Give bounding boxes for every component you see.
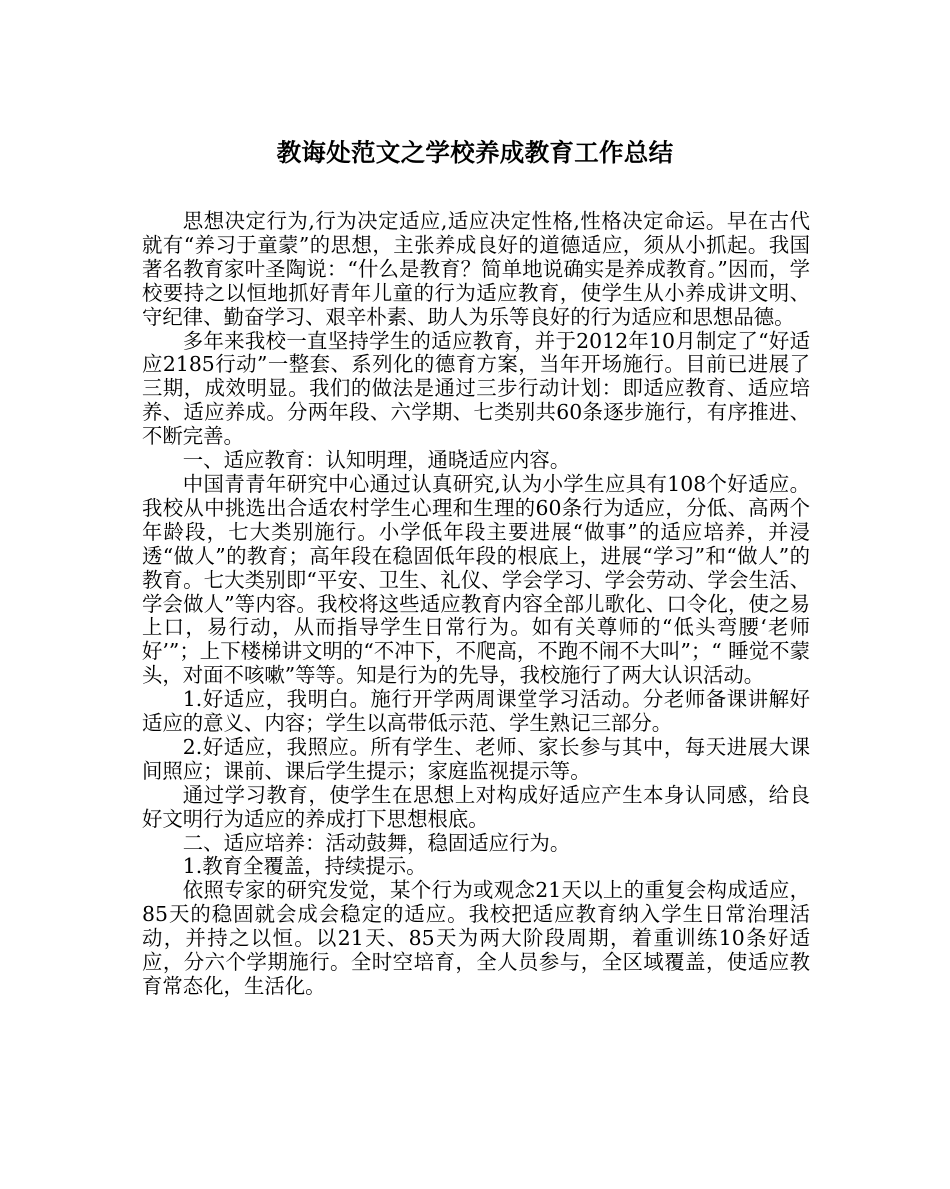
- paragraph: 思想决定行为,行为决定适应,适应决定性格,性格决定命运。早在古代就有“养习于童蒙”的思想，主张养成良好的道德适应，须从小抓起。我国著名教育家叶圣陶说：“什么是教育？简单地说确实是养成教育。”因而，学校要持之以恒地抓好青年儿童的行为适应教育，使学生从小养成讲文明、守纪律、勤奋学习、艰辛朴素、助人为乐等良好的行为适应和思想品德。: [142, 209, 810, 329]
- paragraph: 中国青青年研究中心通过认真研究,认为小学生应具有108个好适应。我校从中挑选出合适农村学生心理和生理的60条行为适应，分低、高两个年龄段，七大类别施行。小学低年段主要进展“做事”的适应培养，并浸透“做人”的教育；高年段在稳固低年段的根底上，进展“学习”和“做人”的教育。七大类别即“平安、卫生、礼仪、学会学习、学会劳动、学会生活、学会做人”等内容。我校将这些适应教育内容全部儿歌化、口令化，使之易上口，易行动，从而指导学生日常行为。如有关尊师的“低头弯腰‘老师好’”；上下楼梯讲文明的“不冲下，不爬高，不跑不闹不大叫”；“ 睡觉不蒙头，对面不咳嗽”等等。知是行为的先导，我校施行了两大认识活动。: [142, 471, 810, 688]
- section-heading: 一、适应教育：认知明理，通晓适应内容。: [182, 448, 571, 473]
- document-body: [142, 210, 810, 999]
- document-title: 教诲处范文之学校养成教育工作总结: [276, 138, 674, 167]
- paragraph: 通过学习教育，使学生在思想上对构成好适应产生本身认同感，给良好文明行为适应的养成打下思想根底。: [142, 782, 810, 831]
- list-item: 1.教育全覆盖，持续提示。: [182, 854, 427, 879]
- section-heading: 二、适应培养：活动鼓舞，稳固适应行为。: [182, 830, 571, 855]
- paragraph: 多年来我校一直坚持学生的适应教育，并于2012年10月制定了“好适应2185行动”一整套、系列化的德育方案，当年开场施行。目前已进展了三期，成效明显。我们的做法是通过三步行动计划：即适应教育、适应培养、适应养成。分两年段、六学期、七类别共60条逐步施行，有序推进、不断完善。: [142, 328, 810, 449]
- list-item: 1.好适应，我明白。施行开学两周课堂学习活动。分老师备课讲解好适应的意义、内容；学生以高带低示范、学生熟记三部分。: [142, 687, 810, 736]
- paragraph: 依照专家的研究发觉，某个行为或观念21天以上的重复会构成适应，85天的稳固就会成会稳定的适应。我校把适应教育纳入学生日常治理活动，并持之以恒。以21天、85天为两大阶段周期，着重训练10条好适应，分六个学期施行。全时空培育，全人员参与，全区域覆盖，使适应教育常态化，生活化。: [142, 878, 810, 998]
- list-item: 2.好适应，我照应。所有学生、老师、家长参与其中，每天进展大课间照应；课前、课后学生提示；家庭监视提示等。: [142, 734, 810, 783]
